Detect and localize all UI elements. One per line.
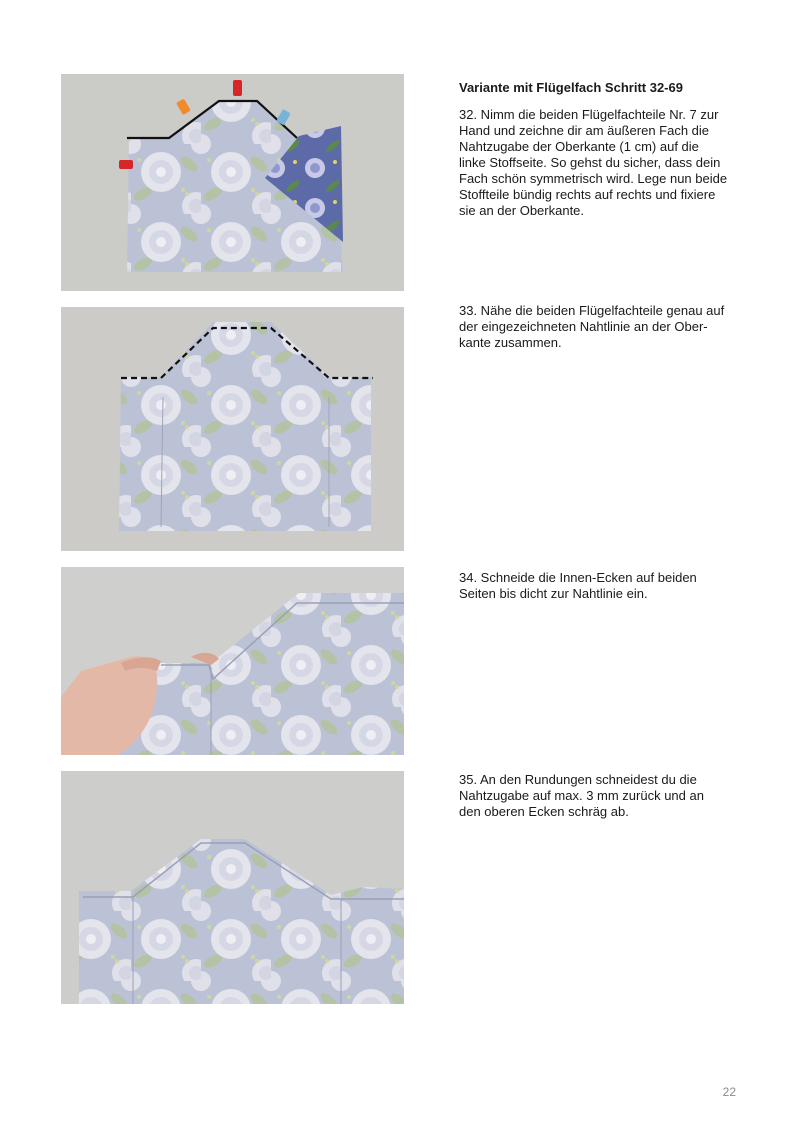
step-35-text: 35. An den Rundungen schneidest du die Nahtzugabe auf max. 3 mm zurück und an den oberen Ecken schräg ab. (459, 772, 704, 819)
step-34 (459, 570, 749, 602)
step-32-illustration (61, 74, 404, 291)
clip-red-icon (233, 80, 242, 96)
step-32-photo (61, 74, 404, 291)
step-35-photo (61, 771, 404, 1004)
step-33-photo (61, 307, 404, 551)
step-34-text: 34. Schneide die Innen-Ecken auf beiden Seiten bis dicht zur Nahtlinie ein. (459, 570, 697, 601)
clip-red-side-icon (119, 160, 133, 169)
step-34-illustration (61, 567, 404, 755)
step-32-text: 32. Nimm die beiden Flügelfachteile Nr. 7 zur Hand und zeichne dir am äußeren Fach die Nahtzugabe der Oberkante (1 cm) auf die linke Stoffseite. So gehst du sicher, dass dein Fach schön symmetrisch wird. Lege nun beide Stoffteile bündig rechts auf rechts und fixiere sie an der Oberkante. (459, 107, 728, 218)
section-title: Variante mit Flügelfach Schritt 32-69 (459, 80, 683, 95)
step-33-illustration (61, 307, 404, 551)
step-35 (459, 772, 749, 820)
step-33 (459, 303, 749, 351)
step-33-text: 33. Nähe die beiden Flügelfachteile genau auf der eingezeichneten Nahtlinie an der Ober- kante zusammen. (459, 303, 725, 350)
step-34-photo (61, 567, 404, 755)
page-number: 22 (722, 1085, 736, 1099)
step-32 (459, 80, 749, 219)
step-35-illustration (61, 771, 404, 1004)
